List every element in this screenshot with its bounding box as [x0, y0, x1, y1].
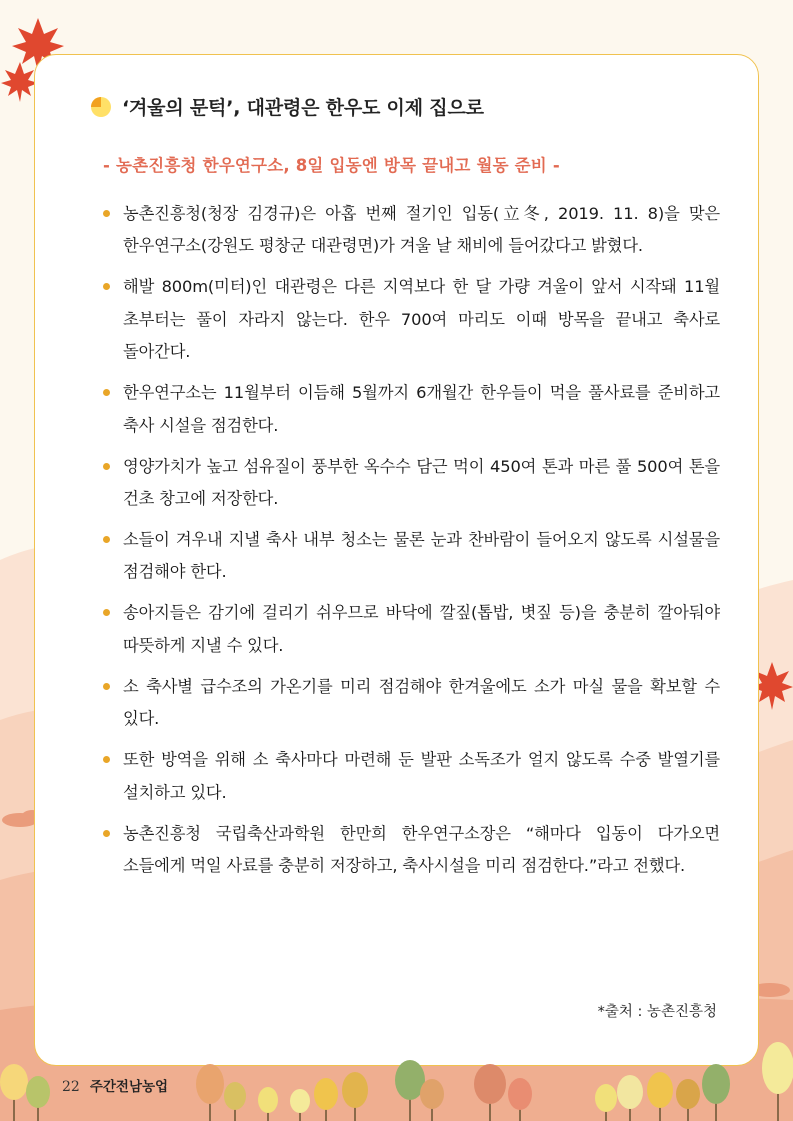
- bullet-dot: [103, 683, 110, 690]
- list-item-text: 영양가치가 높고 섬유질이 풍부한 옥수수 담근 먹이 450여 톤과 마른 풀 500여 톤을 건초 창고에 저장한다.: [123, 456, 720, 509]
- bullet-dot: [103, 283, 110, 290]
- list-item: [100, 818, 720, 883]
- bullet-dot: [103, 609, 110, 616]
- bullet-dot: [103, 389, 110, 396]
- list-item-text: 소 축사별 급수조의 가온기를 미리 점검해야 한겨울에도 소가 마실 물을 확보할 수 있다.: [123, 676, 720, 729]
- list-item: [100, 451, 720, 516]
- list-item: [100, 744, 720, 809]
- list-item-text: 또한 방역을 위해 소 축사마다 마련해 둔 발판 소독조가 얼지 않도록 수중 발열기를 설치하고 있다.: [123, 750, 720, 802]
- bullet-dot: [103, 536, 110, 543]
- article-title-row: [90, 93, 484, 120]
- bullet-dot: [103, 756, 110, 763]
- list-item: [100, 377, 720, 442]
- list-item: [100, 597, 720, 662]
- list-item-text: 해발 800m(미터)인 대관령은 다른 지역보다 한 달 가량 겨울이 앞서 시작돼 11월 초부터는 풀이 자라지 않는다. 한우 700여 마리도 이때 방목을 끝내고 축사로 돌아간다.: [123, 277, 720, 362]
- list-item: [100, 271, 720, 368]
- list-item-text: 한우연구소는 11월부터 이듬해 5월까지 6개월간 한우들이 먹을 풀사료를 준비하고 축사 시설을 점검한다.: [123, 383, 720, 435]
- bullet-dot: [103, 463, 110, 470]
- list-item-text: 송아지들은 감기에 걸리기 쉬우므로 바닥에 깔짚(톱밥, 볏짚 등)을 충분히 깔아둬야 따뜻하게 지낼 수 있다.: [123, 603, 720, 655]
- bullet-dot: [103, 830, 110, 837]
- page-number: 22: [62, 1079, 80, 1095]
- bullet-dot: [103, 210, 110, 217]
- publication-name: 주간전남농업: [89, 1079, 169, 1095]
- page-footer: [62, 1075, 168, 1095]
- list-item-text: 소들이 겨우내 지낼 축사 내부 청소는 물론 눈과 찬바람이 들어오지 않도록 시설물을 점검해야 한다.: [123, 530, 720, 582]
- article-title: ‘겨울의 문턱’, 대관령은 한우도 이제 집으로: [122, 97, 484, 119]
- pie-chart-icon: [90, 96, 112, 118]
- source-credit: *출처 : 농촌진흥청: [597, 1004, 717, 1020]
- bullet-list: [100, 198, 720, 891]
- list-item-text: 농촌진흥청(청장 김경규)은 아홉 번째 절기인 입동(立冬, 2019. 11. 8)을 맞은 한우연구소(강원도 평창군 대관령면)가 겨울 날 채비에 들어갔다고 밝혔다.: [123, 204, 720, 256]
- list-item: [100, 524, 720, 589]
- list-item: [100, 198, 720, 263]
- list-item-text: 농촌진흥청 국립축산과학원 한만희 한우연구소장은 “해마다 입동이 다가오면 소들에게 먹일 사료를 충분히 저장하고, 축사시설을 미리 점검한다.”라고 전했다.: [123, 823, 720, 876]
- list-item: [100, 671, 720, 736]
- article-subtitle: - 농촌진흥청 한우연구소, 8일 입동엔 방목 끝내고 월동 준비 -: [103, 156, 560, 175]
